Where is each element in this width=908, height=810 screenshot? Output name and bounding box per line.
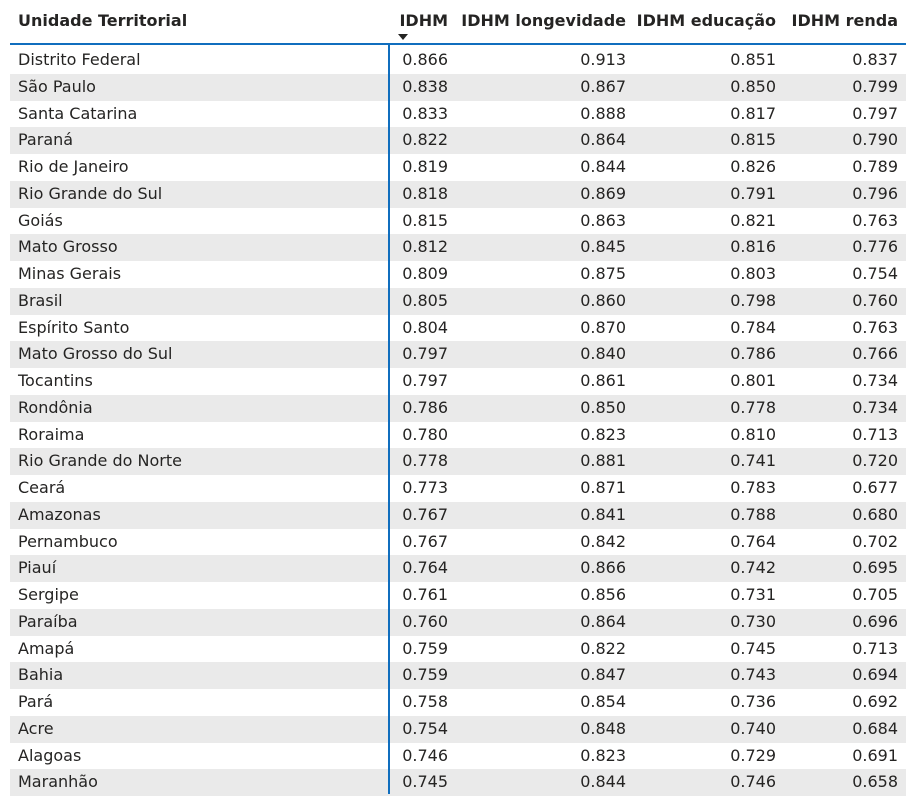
header-idhm-longevidade[interactable]: IDHM longevidade [461,11,626,30]
cell-idhm-longevidade: 0.854 [580,692,626,711]
cell-unidade-territorial: Sergipe [18,585,79,604]
cell-idhm-renda: 0.760 [852,290,898,310]
cell-unidade-territorial: Rio Grande do Norte [18,451,182,471]
cell-unidade-territorial: Santa Catarina [18,103,138,123]
cell-idhm-renda: 0.790 [852,130,898,150]
cell-idhm: 0.833 [402,103,448,123]
cell-unidade-territorial: Pernambuco [18,531,118,551]
table-row[interactable] [10,395,906,422]
cell-idhm: 0.822 [402,130,448,150]
cell-idhm-renda: 0.837 [852,50,898,69]
cell-idhm-renda: 0.720 [852,451,898,471]
sort-descending-icon[interactable] [398,34,408,40]
cell-idhm: 0.805 [402,290,448,310]
cell-idhm: 0.797 [402,371,448,390]
cell-idhm-renda: 0.705 [852,585,898,604]
table-row[interactable] [10,529,906,556]
table-row[interactable] [10,555,906,582]
cell-idhm-longevidade: 0.888 [580,103,626,123]
cell-idhm-longevidade: 0.847 [580,665,626,685]
cell-idhm-longevidade: 0.864 [580,130,626,150]
table-row[interactable] [10,181,906,208]
cell-idhm-longevidade: 0.875 [580,264,626,283]
cell-unidade-territorial: Alagoas [18,745,82,765]
cell-idhm: 0.786 [402,397,448,417]
cell-idhm-renda: 0.799 [852,76,898,96]
cell-unidade-territorial: Ceará [18,478,66,497]
table-row[interactable] [10,689,906,716]
cell-idhm-educacao: 0.746 [730,772,776,792]
cell-idhm-educacao: 0.826 [730,157,776,176]
cell-idhm-renda: 0.658 [852,772,898,792]
cell-idhm-educacao: 0.801 [730,371,776,390]
cell-idhm: 0.767 [402,504,448,524]
cell-idhm: 0.819 [402,157,448,176]
cell-idhm-longevidade: 0.869 [580,183,626,203]
cell-idhm: 0.759 [402,638,448,658]
cell-unidade-territorial: Amazonas [18,504,101,524]
cell-idhm-longevidade: 0.867 [580,76,626,96]
cell-unidade-territorial: Brasil [18,290,63,310]
cell-idhm-longevidade: 0.844 [580,157,626,176]
cell-unidade-territorial: Paraíba [18,611,78,631]
cell-unidade-territorial: Pará [18,692,54,711]
column-divider [388,44,390,794]
idhm-table [10,0,906,796]
cell-idhm: 0.758 [402,692,448,711]
cell-idhm-educacao: 0.740 [730,718,776,738]
table-row[interactable] [10,288,906,315]
cell-idhm-renda: 0.796 [852,183,898,203]
cell-idhm-longevidade: 0.866 [580,558,626,578]
cell-unidade-territorial: Tocantins [18,371,93,390]
cell-idhm-renda: 0.776 [852,237,898,257]
table-row[interactable] [10,154,906,181]
table-row[interactable] [10,101,906,128]
cell-idhm-longevidade: 0.870 [580,317,626,337]
cell-idhm-longevidade: 0.848 [580,718,626,738]
cell-idhm: 0.745 [402,772,448,792]
cell-idhm-renda: 0.754 [852,264,898,283]
cell-idhm-educacao: 0.821 [730,210,776,230]
cell-unidade-territorial: São Paulo [18,76,96,96]
cell-idhm-educacao: 0.745 [730,638,776,658]
table-row[interactable] [10,234,906,261]
cell-idhm: 0.809 [402,264,448,283]
cell-idhm-renda: 0.734 [852,371,898,390]
table-row[interactable] [10,662,906,689]
header-idhm-renda[interactable]: IDHM renda [791,11,898,30]
cell-idhm-longevidade: 0.841 [580,504,626,524]
cell-idhm: 0.759 [402,665,448,685]
cell-idhm-longevidade: 0.881 [580,451,626,471]
cell-idhm-longevidade: 0.860 [580,290,626,310]
cell-idhm-educacao: 0.851 [730,50,776,69]
table-row[interactable] [10,502,906,529]
table-row[interactable] [10,475,906,502]
cell-idhm: 0.780 [402,424,448,444]
cell-unidade-territorial: Rio de Janeiro [18,157,129,176]
cell-unidade-territorial: Espírito Santo [18,317,130,337]
cell-idhm: 0.746 [402,745,448,765]
cell-idhm-longevidade: 0.845 [580,237,626,257]
table-row[interactable] [10,422,906,449]
cell-idhm-renda: 0.797 [852,103,898,123]
cell-idhm-renda: 0.763 [852,317,898,337]
cell-idhm: 0.760 [402,611,448,631]
cell-idhm-educacao: 0.743 [730,665,776,685]
cell-idhm-renda: 0.684 [852,718,898,738]
table-row[interactable] [10,74,906,101]
header-unidade-territorial[interactable]: Unidade Territorial [18,11,188,30]
table-row[interactable] [10,47,906,74]
cell-idhm-educacao: 0.729 [730,745,776,765]
cell-unidade-territorial: Maranhão [18,772,98,792]
cell-idhm-educacao: 0.784 [730,317,776,337]
cell-unidade-territorial: Bahia [18,665,64,685]
cell-idhm-longevidade: 0.844 [580,772,626,792]
cell-idhm-educacao: 0.778 [730,397,776,417]
cell-idhm-educacao: 0.742 [730,558,776,578]
table-row[interactable] [10,609,906,636]
cell-idhm-educacao: 0.798 [730,290,776,310]
cell-idhm: 0.866 [402,50,448,69]
cell-idhm: 0.761 [402,585,448,604]
cell-idhm-renda: 0.734 [852,397,898,417]
cell-idhm-educacao: 0.783 [730,478,776,497]
cell-idhm-educacao: 0.736 [730,692,776,711]
cell-unidade-territorial: Rondônia [18,397,93,417]
cell-idhm-renda: 0.766 [852,344,898,364]
cell-unidade-territorial: Goiás [18,210,63,230]
cell-idhm-educacao: 0.791 [730,183,776,203]
cell-idhm-longevidade: 0.863 [580,210,626,230]
cell-idhm-educacao: 0.764 [730,531,776,551]
cell-unidade-territorial: Acre [18,718,54,738]
cell-idhm-educacao: 0.817 [730,103,776,123]
cell-idhm-educacao: 0.816 [730,237,776,257]
cell-idhm-educacao: 0.741 [730,451,776,471]
cell-idhm-longevidade: 0.842 [580,531,626,551]
cell-idhm-longevidade: 0.823 [580,745,626,765]
cell-unidade-territorial: Roraima [18,424,85,444]
cell-unidade-territorial: Distrito Federal [18,50,141,69]
cell-idhm-renda: 0.702 [852,531,898,551]
cell-idhm: 0.797 [402,344,448,364]
cell-idhm-longevidade: 0.850 [580,397,626,417]
cell-idhm: 0.754 [402,718,448,738]
cell-unidade-territorial: Rio Grande do Sul [18,183,163,203]
cell-idhm: 0.815 [402,210,448,230]
cell-idhm-longevidade: 0.823 [580,424,626,444]
cell-idhm-renda: 0.696 [852,611,898,631]
cell-idhm-renda: 0.763 [852,210,898,230]
cell-idhm-longevidade: 0.840 [580,344,626,364]
cell-idhm-renda: 0.695 [852,558,898,578]
cell-idhm: 0.804 [402,317,448,337]
cell-unidade-territorial: Paraná [18,130,74,150]
cell-idhm-renda: 0.692 [852,692,898,711]
cell-unidade-territorial: Minas Gerais [18,264,122,283]
cell-idhm: 0.773 [402,478,448,497]
cell-unidade-territorial: Mato Grosso do Sul [18,344,173,364]
header-idhm-educacao[interactable]: IDHM educação [636,11,776,30]
cell-idhm-renda: 0.680 [852,504,898,524]
cell-idhm-longevidade: 0.871 [580,478,626,497]
table-row[interactable] [10,127,906,154]
cell-unidade-territorial: Mato Grosso [18,237,118,257]
cell-idhm-educacao: 0.850 [730,76,776,96]
header-idhm[interactable]: IDHM [399,11,448,30]
cell-idhm-educacao: 0.815 [730,130,776,150]
cell-idhm-renda: 0.789 [852,157,898,176]
table-row[interactable] [10,636,906,663]
table-row[interactable] [10,769,906,796]
table-row[interactable] [10,368,906,395]
table-row[interactable] [10,743,906,770]
cell-idhm-longevidade: 0.864 [580,611,626,631]
cell-idhm-longevidade: 0.856 [580,585,626,604]
cell-idhm-educacao: 0.786 [730,344,776,364]
cell-idhm-renda: 0.713 [852,638,898,658]
table-header [10,0,906,45]
table-row[interactable] [10,341,906,368]
cell-idhm-educacao: 0.730 [730,611,776,631]
cell-unidade-territorial: Piauí [18,558,57,578]
cell-idhm-longevidade: 0.913 [580,50,626,69]
table-row[interactable] [10,261,906,288]
cell-idhm-longevidade: 0.861 [580,371,626,390]
cell-idhm: 0.778 [402,451,448,471]
cell-idhm-longevidade: 0.822 [580,638,626,658]
cell-idhm: 0.767 [402,531,448,551]
table-row[interactable] [10,448,906,475]
table-body [10,47,906,796]
cell-idhm: 0.812 [402,237,448,257]
table-row[interactable] [10,582,906,609]
cell-unidade-territorial: Amapá [18,638,75,658]
table-row[interactable] [10,208,906,235]
cell-idhm-renda: 0.694 [852,665,898,685]
cell-idhm: 0.818 [402,183,448,203]
cell-idhm: 0.838 [402,76,448,96]
cell-idhm-renda: 0.713 [852,424,898,444]
table-row[interactable] [10,315,906,342]
cell-idhm-educacao: 0.810 [730,424,776,444]
table-row[interactable] [10,716,906,743]
cell-idhm-renda: 0.691 [852,745,898,765]
cell-idhm: 0.764 [402,558,448,578]
cell-idhm-renda: 0.677 [852,478,898,497]
cell-idhm-educacao: 0.803 [730,264,776,283]
cell-idhm-educacao: 0.788 [730,504,776,524]
cell-idhm-educacao: 0.731 [730,585,776,604]
